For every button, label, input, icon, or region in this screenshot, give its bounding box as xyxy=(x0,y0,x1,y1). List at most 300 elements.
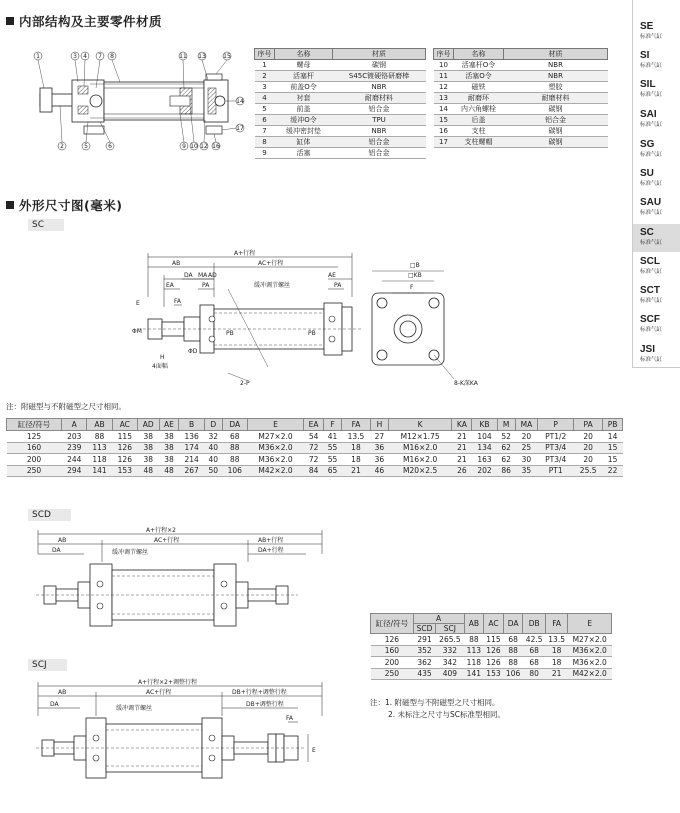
table-header-cell: FA xyxy=(341,419,370,431)
sidebar-item-sct[interactable] xyxy=(633,282,680,310)
scj-label-da: DA xyxy=(50,701,59,708)
table-cell: 22 xyxy=(603,465,623,477)
sidebar-item-se[interactable] xyxy=(633,18,680,46)
label-e: E xyxy=(136,300,140,307)
scj-label-ab: AB xyxy=(58,689,67,696)
scj-label-e: E xyxy=(312,747,316,754)
scd-table-row xyxy=(371,657,612,669)
table-cell: 72 xyxy=(304,442,324,454)
table-cell: 25 xyxy=(515,442,538,454)
parts-row xyxy=(255,115,426,126)
scd-label-ab: AB xyxy=(58,537,67,544)
table-cell: M36×2.0 xyxy=(247,454,303,466)
table-cell: 前盖 xyxy=(275,104,333,115)
table-cell: 52 xyxy=(497,431,515,443)
table-cell: 14 xyxy=(434,104,454,115)
table-cell: 68 xyxy=(222,431,247,443)
sidebar-item-scl[interactable] xyxy=(633,253,680,281)
sidebar-item-sau[interactable] xyxy=(633,194,680,222)
table-cell: M16×2.0 xyxy=(388,454,452,466)
label-b: □B xyxy=(410,262,420,269)
table-cell: 294 xyxy=(62,465,87,477)
label-2p: 2-P xyxy=(240,380,250,387)
table-cell: 13.5 xyxy=(545,634,567,646)
table-header-cell: DA xyxy=(222,419,247,431)
table-cell: TPU xyxy=(333,115,426,126)
table-cell: 21 xyxy=(545,668,567,680)
table-cell: 126 xyxy=(484,657,504,669)
table-cell: 碳钢 xyxy=(333,60,426,71)
table-cell: 6 xyxy=(255,115,275,126)
table-header-cell: F xyxy=(324,419,342,431)
scd-label-da: DA xyxy=(52,547,61,554)
table-cell: 螺母 xyxy=(275,60,333,71)
callout-13: 13 xyxy=(198,53,206,60)
parts-row xyxy=(434,115,608,126)
table-cell: PT3/4 xyxy=(538,454,574,466)
table-cell: 21 xyxy=(452,431,472,443)
sidebar-item-code: SCF xyxy=(640,314,660,325)
table-cell: 后盖 xyxy=(454,115,504,126)
sc-dimension-table xyxy=(6,418,623,477)
sidebar-item-scf[interactable] xyxy=(633,311,680,339)
table-cell: NBR xyxy=(333,126,426,137)
callout-11: 11 xyxy=(179,53,187,60)
table-cell: 153 xyxy=(484,668,504,680)
table-cell: 27 xyxy=(370,431,388,443)
scd-label-ab-stroke: AB+行程 xyxy=(258,537,284,544)
table-cell: 342 xyxy=(436,657,464,669)
table-cell: 25.5 xyxy=(574,465,603,477)
table-cell: 21 xyxy=(452,454,472,466)
callout-8: 8 xyxy=(110,53,114,60)
table-cell: 内六角螺栓 xyxy=(454,104,504,115)
table-cell: 活塞O令 xyxy=(454,71,504,82)
table-cell: PT1 xyxy=(538,465,574,477)
sidebar-item-jsi[interactable] xyxy=(633,341,680,369)
table-cell: 55 xyxy=(324,442,342,454)
scd-table-body xyxy=(371,634,612,680)
sidebar-item-code: SAI xyxy=(640,109,657,120)
sc-dimension-drawing xyxy=(128,247,500,387)
callout-17: 17 xyxy=(236,125,244,132)
callout-2: 2 xyxy=(60,143,64,150)
table-cell: 铝合金 xyxy=(333,148,426,159)
table-cell: 125 xyxy=(7,431,62,443)
sc-table-row xyxy=(7,431,623,443)
table-cell: 41 xyxy=(324,431,342,443)
table-cell: 106 xyxy=(503,668,523,680)
table-cell: 68 xyxy=(503,634,523,646)
table-cell: 435 xyxy=(413,668,436,680)
scd-note-2: 2. 未标注之尺寸与SC标准型相同。 xyxy=(388,710,506,719)
table-cell: 13.5 xyxy=(341,431,370,443)
table-cell: 38 xyxy=(137,442,159,454)
table-cell: 48 xyxy=(159,465,179,477)
table-cell: 塑胶 xyxy=(504,82,608,93)
sidebar-item-sg[interactable] xyxy=(633,136,680,164)
table-header-cell: A xyxy=(62,419,87,431)
table-cell: 14 xyxy=(603,431,623,443)
parts-left-body xyxy=(255,60,426,159)
callout-3: 3 xyxy=(73,53,77,60)
table-header-cell: M xyxy=(497,419,515,431)
callout-15: 15 xyxy=(223,53,231,60)
table-cell: 136 xyxy=(179,431,204,443)
table-cell: NBR xyxy=(504,71,608,82)
table-cell: 缓冲密封垫 xyxy=(275,126,333,137)
model-tag-sc: SC xyxy=(28,219,64,231)
table-cell: 1 xyxy=(255,60,275,71)
label-f: F xyxy=(410,284,414,291)
table-cell: 铝合金 xyxy=(333,104,426,115)
table-cell: 250 xyxy=(7,465,62,477)
sidebar-item-sub: 标准气缸 xyxy=(640,327,663,333)
table-header-cell: D xyxy=(204,419,222,431)
sidebar-item-sub: 标准气缸 xyxy=(640,63,663,69)
table-cell: 62 xyxy=(497,442,515,454)
callout-9: 9 xyxy=(182,143,186,150)
table-cell: 160 xyxy=(371,645,414,657)
label-phi-m: ΦM xyxy=(132,328,142,335)
table-cell: 15 xyxy=(434,115,454,126)
sidebar-item-sub: 标准气缸 xyxy=(640,298,663,304)
sc-table-row xyxy=(7,465,623,477)
table-cell: M42×2.0 xyxy=(568,668,612,680)
table-header-cell: KA xyxy=(452,419,472,431)
table-header-cell: AC xyxy=(112,419,137,431)
table-cell: 活塞 xyxy=(275,148,333,159)
table-cell: M36×2.0 xyxy=(568,645,612,657)
table-cell: 支柱 xyxy=(454,126,504,137)
callout-5: 5 xyxy=(84,143,88,150)
table-cell: 21 xyxy=(452,442,472,454)
sidebar-item-si[interactable] xyxy=(633,47,680,75)
table-cell: 113 xyxy=(87,442,112,454)
sidebar-item-sub: 标准气缸 xyxy=(640,152,663,158)
table-cell: 118 xyxy=(87,454,112,466)
callout-12: 12 xyxy=(200,143,208,150)
table-cell: 8 xyxy=(255,137,275,148)
label-kb: □KB xyxy=(408,272,422,279)
scj-label-db-adjust: DB+调整行程 xyxy=(246,701,284,708)
sc-note: 注：附磁型与不附磁型之尺寸相同。 xyxy=(6,402,126,411)
callout-6: 6 xyxy=(108,143,112,150)
sidebar-item-code: SG xyxy=(640,139,655,150)
callout-7: 7 xyxy=(98,53,102,60)
callout-14: 14 xyxy=(236,98,244,105)
table-cell: 40 xyxy=(204,442,222,454)
table-cell: S45C镀硬铬研磨棒 xyxy=(333,71,426,82)
parts-right-body xyxy=(434,60,608,148)
table-cell: 18 xyxy=(341,454,370,466)
table-header-cell: P xyxy=(538,419,574,431)
table-cell: 126 xyxy=(112,442,137,454)
scj-dimension-drawing xyxy=(36,676,326,796)
table-cell: M12×1.75 xyxy=(388,431,452,443)
sidebar-item-su[interactable] xyxy=(633,165,680,193)
table-cell: 13 xyxy=(434,93,454,104)
table-cell: M20×2.5 xyxy=(388,465,452,477)
table-cell: 115 xyxy=(112,431,137,443)
table-cell: 126 xyxy=(112,454,137,466)
table-cell: 54 xyxy=(304,431,324,443)
parts-row xyxy=(255,93,426,104)
label-ab: AB xyxy=(172,260,181,267)
table-cell: 42.5 xyxy=(523,634,545,646)
table-cell: 80 xyxy=(523,668,545,680)
model-tag-scd: SCD xyxy=(28,509,71,521)
table-cell: 126 xyxy=(484,645,504,657)
table-cell: 200 xyxy=(371,657,414,669)
table-cell: 409 xyxy=(436,668,464,680)
parts-row xyxy=(434,137,608,148)
table-cell: NBR xyxy=(333,82,426,93)
table-cell: 3 xyxy=(255,82,275,93)
sidebar-item-code: SC xyxy=(640,227,654,238)
scd-note-1: 注：1. 附磁型与不附磁型之尺寸相同。 xyxy=(370,698,500,707)
scj-label-ac: AC+行程 xyxy=(146,689,172,696)
scj-label-fa: FA xyxy=(286,715,294,722)
scd-table-row xyxy=(371,668,612,680)
table-cell: 153 xyxy=(112,465,137,477)
parts-row xyxy=(434,71,608,82)
sidebar-item-code: SU xyxy=(640,168,654,179)
table-cell: 65 xyxy=(324,465,342,477)
table-cell: 200 xyxy=(7,454,62,466)
table-cell: 38 xyxy=(159,442,179,454)
table-cell: 18 xyxy=(545,645,567,657)
table-cell: 55 xyxy=(324,454,342,466)
label-ae: AE xyxy=(328,272,336,279)
table-cell: M27×2.0 xyxy=(247,431,303,443)
table-cell: 141 xyxy=(464,668,484,680)
table-cell: 2 xyxy=(255,71,275,82)
sidebar-item-code: SCT xyxy=(640,285,660,296)
table-header-cell: 缸径/符号 xyxy=(7,419,62,431)
table-cell: 62 xyxy=(497,454,515,466)
sidebar-item-sub: 标准气缸 xyxy=(640,122,663,128)
table-cell: 163 xyxy=(472,454,497,466)
table-cell: 40 xyxy=(204,454,222,466)
parts-row xyxy=(255,126,426,137)
table-cell: M16×2.0 xyxy=(388,442,452,454)
table-cell: 支柱螺帽 xyxy=(454,137,504,148)
sidebar-item-sil[interactable] xyxy=(633,76,680,104)
table-header-cell: MA xyxy=(515,419,538,431)
table-cell: 352 xyxy=(413,645,436,657)
table-cell: 214 xyxy=(179,454,204,466)
table-header-cell: B xyxy=(179,419,204,431)
table-cell: 15 xyxy=(603,454,623,466)
table-cell: 68 xyxy=(523,657,545,669)
label-phi-d: ΦD xyxy=(188,348,198,355)
table-cell: 250 xyxy=(371,668,414,680)
sidebar-item-code: JSI xyxy=(640,344,656,355)
table-cell: 118 xyxy=(464,657,484,669)
table-cell: 18 xyxy=(341,442,370,454)
sidebar-item-sc[interactable] xyxy=(633,224,680,252)
scd-table-row xyxy=(371,634,612,646)
table-cell: 88 xyxy=(87,431,112,443)
table-cell: M36×2.0 xyxy=(247,442,303,454)
table-cell: 20 xyxy=(574,431,603,443)
table-cell: 88 xyxy=(222,442,247,454)
parts-row xyxy=(434,60,608,71)
parts-row xyxy=(255,71,426,82)
sidebar-item-sai[interactable] xyxy=(633,106,680,134)
table-cell: 缸体 xyxy=(275,137,333,148)
table-cell: 耐磨材料 xyxy=(333,93,426,104)
sidebar-item-code: SE xyxy=(640,21,654,32)
table-cell: 活塞杆 xyxy=(275,71,333,82)
table-header-cell: AB xyxy=(87,419,112,431)
table-cell: 衬套 xyxy=(275,93,333,104)
table-cell: 115 xyxy=(484,634,504,646)
table-cell: 88 xyxy=(464,634,484,646)
table-cell: NBR xyxy=(504,60,608,71)
table-cell: 84 xyxy=(304,465,324,477)
table-cell: 134 xyxy=(472,442,497,454)
table-cell: 4 xyxy=(255,93,275,104)
label-pb-left: PB xyxy=(226,330,234,337)
callout-10: 10 xyxy=(190,143,198,150)
table-cell: 38 xyxy=(137,431,159,443)
internal-structure-drawing xyxy=(30,48,252,160)
parts-row xyxy=(434,93,608,104)
sidebar-item-sub: 标准气缸 xyxy=(640,34,663,40)
table-cell: 磁铁 xyxy=(454,82,504,93)
parts-row xyxy=(434,126,608,137)
callout-16: 16 xyxy=(212,143,220,150)
table-cell: 38 xyxy=(159,454,179,466)
sidebar-item-sub: 标准气缸 xyxy=(640,92,663,98)
table-header-cell: H xyxy=(370,419,388,431)
table-cell: 46 xyxy=(370,465,388,477)
sc-table-header xyxy=(7,419,623,431)
table-cell: 缓冲O令 xyxy=(275,115,333,126)
table-cell: 48 xyxy=(137,465,159,477)
label-ma: MA xyxy=(198,272,208,279)
parts-row xyxy=(434,82,608,93)
table-cell: 86 xyxy=(497,465,515,477)
table-cell: 碳钢 xyxy=(504,104,608,115)
scd-label-da-stroke: DA+行程 xyxy=(258,547,284,554)
label-h-note: 4面幅 xyxy=(152,363,168,370)
square-bullet-icon xyxy=(6,17,14,25)
table-cell: 88 xyxy=(503,645,523,657)
parts-row xyxy=(255,148,426,159)
table-cell: 前盖O令 xyxy=(275,82,333,93)
sc-table-body xyxy=(7,431,623,477)
table-header-cell: AE xyxy=(159,419,179,431)
scj-label-db-stroke: DB+行程+调整行程 xyxy=(232,689,287,696)
table-cell: 耐磨材料 xyxy=(504,93,608,104)
label-pa-right: PA xyxy=(334,282,342,289)
table-cell: 32 xyxy=(204,431,222,443)
table-cell: 174 xyxy=(179,442,204,454)
table-cell: 203 xyxy=(62,431,87,443)
table-cell: 141 xyxy=(87,465,112,477)
parts-table-right: 序号 名称 材质 10 活塞杆O令 NBR 11 活塞O令 NBR 12 磁铁 塑胶 13 耐磨环 耐磨材料 14 内六角螺栓 碳钢 15 后盖 铝合金 16 支柱 碳钢 17 支柱螺帽 碳钢 xyxy=(433,48,608,148)
table-header-cell: PB xyxy=(603,419,623,431)
parts-row xyxy=(255,82,426,93)
table-cell: 36 xyxy=(370,454,388,466)
label-cushion-screw: 缓冲调节螺丝 xyxy=(254,282,291,289)
table-cell: 88 xyxy=(503,657,523,669)
table-cell: 碳钢 xyxy=(504,126,608,137)
scd-label-ac: AC+行程 xyxy=(154,537,180,544)
table-cell: 239 xyxy=(62,442,87,454)
table-cell: 7 xyxy=(255,126,275,137)
table-cell: 291 xyxy=(413,634,436,646)
table-cell: 26 xyxy=(452,465,472,477)
table-cell: 铝合金 xyxy=(333,137,426,148)
table-cell: 活塞杆O令 xyxy=(454,60,504,71)
table-cell: 碳钢 xyxy=(504,137,608,148)
model-tag-scj: SCJ xyxy=(28,659,67,671)
table-cell: 5 xyxy=(255,104,275,115)
table-cell: 332 xyxy=(436,645,464,657)
parts-row xyxy=(255,104,426,115)
table-cell: 20 xyxy=(515,431,538,443)
table-header-cell: E xyxy=(247,419,303,431)
parts-row xyxy=(255,60,426,71)
table-cell: 88 xyxy=(222,454,247,466)
table-cell: 68 xyxy=(523,645,545,657)
table-cell: 362 xyxy=(413,657,436,669)
square-bullet-icon xyxy=(6,201,14,209)
table-cell: 104 xyxy=(472,431,497,443)
label-h: H xyxy=(160,354,165,361)
label-8k-depth: 8-K深KA xyxy=(454,380,478,387)
table-cell: 36 xyxy=(370,442,388,454)
table-header-cell: EA xyxy=(304,419,324,431)
scd-label-a: A+行程×2 xyxy=(146,527,176,534)
table-cell: 126 xyxy=(371,634,414,646)
scd-label-cushion: 缓冲调节螺丝 xyxy=(112,549,149,556)
table-cell: 21 xyxy=(341,465,370,477)
table-cell: 铝合金 xyxy=(504,115,608,126)
table-cell: PT3/4 xyxy=(538,442,574,454)
label-pa-left: PA xyxy=(202,282,210,289)
table-cell: 244 xyxy=(62,454,87,466)
table-header-cell: K xyxy=(388,419,452,431)
scd-dimension-table: 缸径/符号 A AB AC DA DB FA E SCD SCJ 126 291 265.5 88 115 68 42.5 13.5 M27×2.0 160 352 332 113 126 88 68 18 M36×2.0 200 362 342 118 126 88 68 18 M36×2.0 250 435 409 141 153 106 80 21 M42×2.0 xyxy=(370,613,612,680)
table-cell: 38 xyxy=(137,454,159,466)
sc-table-row xyxy=(7,442,623,454)
table-cell: 18 xyxy=(545,657,567,669)
table-cell: 12 xyxy=(434,82,454,93)
sidebar-item-code: SI xyxy=(640,50,650,61)
table-cell: M36×2.0 xyxy=(568,657,612,669)
parts-row xyxy=(434,104,608,115)
label-a-stroke: A+行程 xyxy=(234,250,256,257)
table-cell: 20 xyxy=(574,454,603,466)
table-cell: M27×2.0 xyxy=(568,634,612,646)
sidebar-item-sub: 标准气缸 xyxy=(640,210,663,216)
sidebar-item-sub: 标准气缸 xyxy=(640,181,663,187)
label-ad: AD xyxy=(208,272,217,279)
table-cell: 72 xyxy=(304,454,324,466)
table-cell: 106 xyxy=(222,465,247,477)
table-cell: 15 xyxy=(603,442,623,454)
table-cell: 202 xyxy=(472,465,497,477)
table-cell: 16 xyxy=(434,126,454,137)
label-fa: FA xyxy=(174,298,182,305)
table-cell: 30 xyxy=(515,454,538,466)
table-cell: 9 xyxy=(255,148,275,159)
